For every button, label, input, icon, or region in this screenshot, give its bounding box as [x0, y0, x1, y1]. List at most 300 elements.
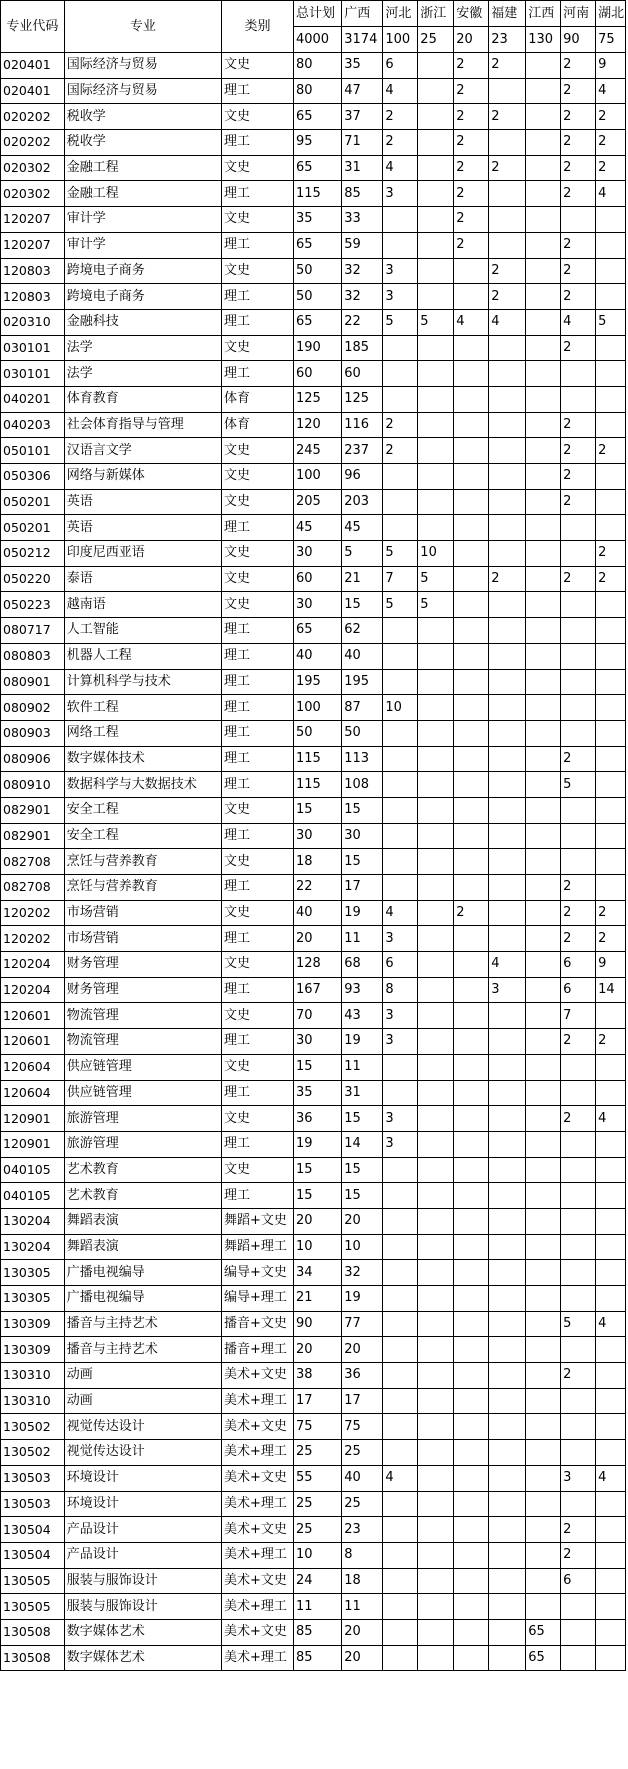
province-plan-cell [454, 1594, 489, 1620]
province-plan-cell [383, 1645, 418, 1671]
province-plan-cell [454, 746, 489, 772]
table-row [1, 1286, 626, 1312]
province-plan-cell: 4 [383, 155, 418, 181]
province-plan-cell [526, 386, 561, 412]
province-plan-cell [454, 258, 489, 284]
province-plan-cell [596, 1414, 626, 1440]
header-province: 江西 [526, 1, 561, 27]
province-plan-cell [489, 1619, 526, 1645]
major-name-cell: 播音与主持艺术 [64, 1311, 221, 1337]
table-row [1, 1054, 626, 1080]
province-plan-cell [561, 1157, 596, 1183]
total-plan-cell: 125 [293, 386, 341, 412]
province-plan-cell [526, 1054, 561, 1080]
province-plan-cell [596, 1260, 626, 1286]
table-row [1, 1080, 626, 1106]
province-plan-cell: 25 [342, 1440, 383, 1466]
major-code-cell: 020202 [1, 104, 65, 130]
table-row [1, 258, 626, 284]
total-plan-cell: 195 [293, 669, 341, 695]
major-name-cell: 产品设计 [64, 1542, 221, 1568]
category-cell: 文史 [221, 258, 293, 284]
province-plan-cell [596, 515, 626, 541]
table-row [1, 926, 626, 952]
table-row [1, 900, 626, 926]
province-plan-cell [383, 1311, 418, 1337]
province-plan-cell [418, 232, 454, 258]
province-plan-cell [526, 489, 561, 515]
province-plan-cell [489, 181, 526, 207]
header-province: 浙江 [418, 1, 454, 27]
province-plan-cell: 93 [342, 977, 383, 1003]
total-plan-cell: 25 [293, 1491, 341, 1517]
province-plan-cell [418, 1003, 454, 1029]
province-plan-cell [454, 1337, 489, 1363]
province-plan-cell: 4 [596, 181, 626, 207]
category-cell: 文史 [221, 489, 293, 515]
province-plan-cell [526, 849, 561, 875]
province-plan-cell: 9 [596, 952, 626, 978]
province-plan-cell [418, 1337, 454, 1363]
province-plan-cell [561, 618, 596, 644]
province-plan-cell: 2 [596, 900, 626, 926]
province-plan-cell [418, 746, 454, 772]
province-plan-cell [418, 1131, 454, 1157]
province-plan-cell: 33 [342, 207, 383, 233]
province-plan-cell [418, 643, 454, 669]
province-plan-cell [418, 772, 454, 798]
category-cell: 理工 [221, 78, 293, 104]
province-plan-cell: 22 [342, 309, 383, 335]
province-plan-cell: 18 [342, 1568, 383, 1594]
province-plan-cell: 3 [383, 258, 418, 284]
province-plan-cell: 20 [342, 1645, 383, 1671]
major-name-cell: 计算机科学与技术 [64, 669, 221, 695]
province-plan-cell: 23 [342, 1517, 383, 1543]
province-total: 3174 [342, 27, 383, 53]
province-plan-cell [561, 207, 596, 233]
province-plan-cell [489, 772, 526, 798]
table-row [1, 1311, 626, 1337]
major-name-cell: 数字媒体艺术 [64, 1619, 221, 1645]
province-plan-cell: 2 [454, 53, 489, 79]
province-plan-cell [383, 1363, 418, 1389]
major-code-cell: 080910 [1, 772, 65, 798]
province-plan-cell [418, 1440, 454, 1466]
total-plan-cell: 65 [293, 155, 341, 181]
province-plan-cell: 3 [383, 926, 418, 952]
province-plan-cell: 15 [342, 1106, 383, 1132]
province-plan-cell [454, 875, 489, 901]
province-plan-cell [418, 1542, 454, 1568]
province-plan-cell: 4 [596, 1311, 626, 1337]
category-cell: 理工 [221, 746, 293, 772]
table-row [1, 849, 626, 875]
major-code-cell: 130204 [1, 1234, 65, 1260]
total-plan-cell: 30 [293, 823, 341, 849]
province-plan-cell [526, 875, 561, 901]
total-plan-cell: 50 [293, 720, 341, 746]
province-plan-cell: 2 [489, 566, 526, 592]
province-plan-cell [596, 1517, 626, 1543]
province-plan-cell [596, 1286, 626, 1312]
province-plan-cell [596, 1568, 626, 1594]
province-plan-cell [489, 1183, 526, 1209]
province-plan-cell [526, 104, 561, 130]
province-plan-cell [526, 772, 561, 798]
province-plan-cell: 20 [342, 1619, 383, 1645]
province-plan-cell [596, 1619, 626, 1645]
province-plan-cell [383, 1208, 418, 1234]
category-cell: 美术+理工 [221, 1491, 293, 1517]
province-plan-cell [454, 823, 489, 849]
major-name-cell: 财务管理 [64, 977, 221, 1003]
province-plan-cell [561, 1645, 596, 1671]
province-plan-cell [454, 1517, 489, 1543]
total-plan-cell: 120 [293, 412, 341, 438]
province-plan-cell [489, 232, 526, 258]
province-plan-cell [596, 1183, 626, 1209]
province-plan-cell [526, 643, 561, 669]
province-plan-cell [454, 566, 489, 592]
province-plan-cell [526, 1208, 561, 1234]
province-plan-cell [418, 489, 454, 515]
total-plan-cell: 40 [293, 643, 341, 669]
province-plan-cell: 2 [561, 566, 596, 592]
province-plan-cell [418, 258, 454, 284]
major-name-cell: 体育教育 [64, 386, 221, 412]
category-cell: 美术+理工 [221, 1594, 293, 1620]
major-code-cell: 040105 [1, 1183, 65, 1209]
total-plan-cell: 15 [293, 1157, 341, 1183]
major-code-cell: 020310 [1, 309, 65, 335]
province-plan-cell [489, 926, 526, 952]
province-plan-cell: 5 [383, 541, 418, 567]
table-row [1, 1568, 626, 1594]
total-plan-cell: 85 [293, 1645, 341, 1671]
major-code-cell: 040201 [1, 386, 65, 412]
province-plan-cell [454, 1491, 489, 1517]
province-plan-cell: 2 [561, 335, 596, 361]
province-plan-cell: 10 [383, 695, 418, 721]
province-plan-cell [489, 1517, 526, 1543]
province-plan-cell [526, 1311, 561, 1337]
major-name-cell: 环境设计 [64, 1465, 221, 1491]
header-province: 广西 [342, 1, 383, 27]
total-plan-cell: 115 [293, 181, 341, 207]
province-plan-cell: 2 [561, 1363, 596, 1389]
major-name-cell: 物流管理 [64, 1029, 221, 1055]
table-row [1, 592, 626, 618]
table-header [1, 1, 626, 53]
major-name-cell: 动画 [64, 1363, 221, 1389]
province-plan-cell: 6 [561, 1568, 596, 1594]
category-cell: 文史 [221, 1054, 293, 1080]
category-cell: 理工 [221, 875, 293, 901]
province-plan-cell: 15 [342, 592, 383, 618]
province-plan-cell: 2 [454, 232, 489, 258]
province-plan-cell: 2 [454, 104, 489, 130]
province-plan-cell [526, 1183, 561, 1209]
province-plan-cell [454, 1465, 489, 1491]
province-plan-cell: 15 [342, 1183, 383, 1209]
total-plan-cell: 50 [293, 284, 341, 310]
province-plan-cell [418, 1029, 454, 1055]
province-plan-cell [526, 720, 561, 746]
province-plan-cell [489, 875, 526, 901]
province-plan-cell [526, 952, 561, 978]
province-plan-cell [454, 1286, 489, 1312]
table-row [1, 232, 626, 258]
category-cell: 理工 [221, 695, 293, 721]
province-total: 20 [454, 27, 489, 53]
major-name-cell: 英语 [64, 489, 221, 515]
province-plan-cell [526, 1465, 561, 1491]
province-plan-cell [526, 1440, 561, 1466]
category-cell: 理工 [221, 977, 293, 1003]
province-plan-cell: 3 [383, 1029, 418, 1055]
province-plan-cell [526, 592, 561, 618]
province-plan-cell [383, 464, 418, 490]
major-name-cell: 广播电视编导 [64, 1260, 221, 1286]
major-code-cell: 020302 [1, 155, 65, 181]
category-cell: 文史 [221, 207, 293, 233]
table-row [1, 438, 626, 464]
province-plan-cell [418, 926, 454, 952]
province-plan-cell [418, 1568, 454, 1594]
province-plan-cell [526, 1286, 561, 1312]
province-plan-cell [596, 232, 626, 258]
province-plan-cell: 7 [383, 566, 418, 592]
category-cell: 文史 [221, 900, 293, 926]
province-plan-cell [383, 1491, 418, 1517]
major-code-cell: 130310 [1, 1363, 65, 1389]
province-plan-cell: 6 [561, 952, 596, 978]
major-name-cell: 跨境电子商务 [64, 258, 221, 284]
province-plan-cell [454, 1106, 489, 1132]
province-plan-cell: 2 [454, 155, 489, 181]
province-plan-cell [489, 1054, 526, 1080]
province-plan-cell [418, 1645, 454, 1671]
province-plan-cell: 10 [342, 1234, 383, 1260]
province-plan-cell: 4 [596, 1465, 626, 1491]
province-plan-cell [561, 1337, 596, 1363]
province-plan-cell [561, 1183, 596, 1209]
province-plan-cell [526, 1157, 561, 1183]
major-name-cell: 网络工程 [64, 720, 221, 746]
major-code-cell: 080906 [1, 746, 65, 772]
category-cell: 文史 [221, 1157, 293, 1183]
province-plan-cell [418, 1208, 454, 1234]
province-plan-cell [526, 1131, 561, 1157]
table-row [1, 515, 626, 541]
province-plan-cell: 4 [383, 78, 418, 104]
major-name-cell: 物流管理 [64, 1003, 221, 1029]
province-plan-cell [526, 1414, 561, 1440]
province-plan-cell [489, 1003, 526, 1029]
total-plan-cell: 35 [293, 207, 341, 233]
province-plan-cell [526, 1517, 561, 1543]
total-plan-cell: 15 [293, 797, 341, 823]
major-name-cell: 安全工程 [64, 823, 221, 849]
province-plan-cell: 32 [342, 1260, 383, 1286]
province-plan-cell [383, 1183, 418, 1209]
major-code-cell: 130504 [1, 1542, 65, 1568]
province-plan-cell: 113 [342, 746, 383, 772]
category-cell: 舞蹈+文史 [221, 1208, 293, 1234]
province-plan-cell [454, 720, 489, 746]
province-plan-cell [418, 1619, 454, 1645]
province-plan-cell [418, 335, 454, 361]
province-plan-cell: 43 [342, 1003, 383, 1029]
table-row [1, 361, 626, 387]
province-plan-cell: 30 [342, 823, 383, 849]
province-plan-cell [454, 849, 489, 875]
province-plan-cell: 2 [561, 438, 596, 464]
province-plan-cell [526, 53, 561, 79]
province-plan-cell [596, 361, 626, 387]
province-plan-cell [383, 1517, 418, 1543]
category-cell: 理工 [221, 772, 293, 798]
major-name-cell: 税收学 [64, 130, 221, 156]
table-row [1, 1363, 626, 1389]
major-code-cell: 130309 [1, 1311, 65, 1337]
province-plan-cell: 2 [596, 541, 626, 567]
province-plan-cell: 20 [342, 1208, 383, 1234]
total-plan-cell: 21 [293, 1286, 341, 1312]
province-plan-cell: 203 [342, 489, 383, 515]
province-plan-cell: 2 [561, 284, 596, 310]
province-plan-cell: 15 [342, 1157, 383, 1183]
category-cell: 理工 [221, 618, 293, 644]
province-plan-cell: 14 [342, 1131, 383, 1157]
province-plan-cell [489, 412, 526, 438]
major-name-cell: 数字媒体艺术 [64, 1645, 221, 1671]
total-plan-cell: 10 [293, 1234, 341, 1260]
province-plan-cell [596, 1440, 626, 1466]
province-plan-cell [383, 1388, 418, 1414]
province-plan-cell [596, 695, 626, 721]
province-plan-cell: 4 [489, 309, 526, 335]
table-row [1, 695, 626, 721]
province-plan-cell [454, 515, 489, 541]
province-plan-cell [526, 1594, 561, 1620]
province-plan-cell [596, 207, 626, 233]
province-plan-cell [526, 566, 561, 592]
province-plan-cell [418, 181, 454, 207]
province-plan-cell [489, 1234, 526, 1260]
total-plan-cell: 115 [293, 772, 341, 798]
major-code-cell: 080902 [1, 695, 65, 721]
province-plan-cell: 85 [342, 181, 383, 207]
province-plan-cell: 2 [561, 1106, 596, 1132]
province-plan-cell [489, 515, 526, 541]
province-plan-cell: 31 [342, 1080, 383, 1106]
province-plan-cell [596, 849, 626, 875]
total-plan-cell: 20 [293, 1208, 341, 1234]
province-plan-cell [418, 515, 454, 541]
table-row [1, 181, 626, 207]
province-plan-cell: 2 [383, 412, 418, 438]
major-name-cell: 动画 [64, 1388, 221, 1414]
province-plan-cell [383, 361, 418, 387]
province-plan-cell [596, 284, 626, 310]
province-plan-cell [454, 361, 489, 387]
major-name-cell: 广播电视编导 [64, 1286, 221, 1312]
province-plan-cell: 17 [342, 875, 383, 901]
province-plan-cell [526, 309, 561, 335]
province-plan-cell [526, 232, 561, 258]
province-plan-cell [526, 926, 561, 952]
province-plan-cell [454, 1440, 489, 1466]
major-code-cell: 030101 [1, 361, 65, 387]
category-cell: 理工 [221, 181, 293, 207]
province-plan-cell: 32 [342, 284, 383, 310]
province-plan-cell: 5 [561, 772, 596, 798]
category-cell: 文史 [221, 797, 293, 823]
province-plan-cell [489, 823, 526, 849]
total-plan-cell: 100 [293, 464, 341, 490]
table-row [1, 489, 626, 515]
province-plan-cell [561, 1131, 596, 1157]
province-plan-cell [526, 1080, 561, 1106]
province-plan-cell: 65 [526, 1645, 561, 1671]
province-plan-cell [526, 1542, 561, 1568]
major-name-cell: 财务管理 [64, 952, 221, 978]
province-plan-cell [561, 361, 596, 387]
province-plan-cell [418, 78, 454, 104]
table-row [1, 1594, 626, 1620]
province-plan-cell [383, 489, 418, 515]
major-name-cell: 旅游管理 [64, 1106, 221, 1132]
table-row [1, 823, 626, 849]
province-plan-cell [561, 541, 596, 567]
category-cell: 文史 [221, 1003, 293, 1029]
province-plan-cell [489, 207, 526, 233]
province-plan-cell [489, 746, 526, 772]
category-cell: 理工 [221, 361, 293, 387]
province-plan-cell [596, 258, 626, 284]
total-plan-cell: 15 [293, 1054, 341, 1080]
province-plan-cell: 2 [383, 104, 418, 130]
total-plan-cell: 25 [293, 1517, 341, 1543]
province-plan-cell [526, 284, 561, 310]
province-plan-cell [526, 1260, 561, 1286]
province-plan-cell [561, 1080, 596, 1106]
province-total: 130 [526, 27, 561, 53]
province-plan-cell [383, 1440, 418, 1466]
province-plan-cell: 8 [383, 977, 418, 1003]
major-name-cell: 安全工程 [64, 797, 221, 823]
province-plan-cell [561, 797, 596, 823]
major-name-cell: 软件工程 [64, 695, 221, 721]
province-plan-cell [526, 1363, 561, 1389]
province-plan-cell: 2 [596, 130, 626, 156]
category-cell: 理工 [221, 926, 293, 952]
province-plan-cell [383, 797, 418, 823]
province-plan-cell [383, 1337, 418, 1363]
province-plan-cell [418, 104, 454, 130]
category-cell: 美术+文史 [221, 1568, 293, 1594]
province-plan-cell [561, 515, 596, 541]
province-plan-cell: 71 [342, 130, 383, 156]
province-plan-cell [526, 695, 561, 721]
province-plan-cell [596, 797, 626, 823]
major-code-cell: 130505 [1, 1594, 65, 1620]
province-plan-cell: 19 [342, 1029, 383, 1055]
province-plan-cell [526, 541, 561, 567]
province-plan-cell [526, 1568, 561, 1594]
